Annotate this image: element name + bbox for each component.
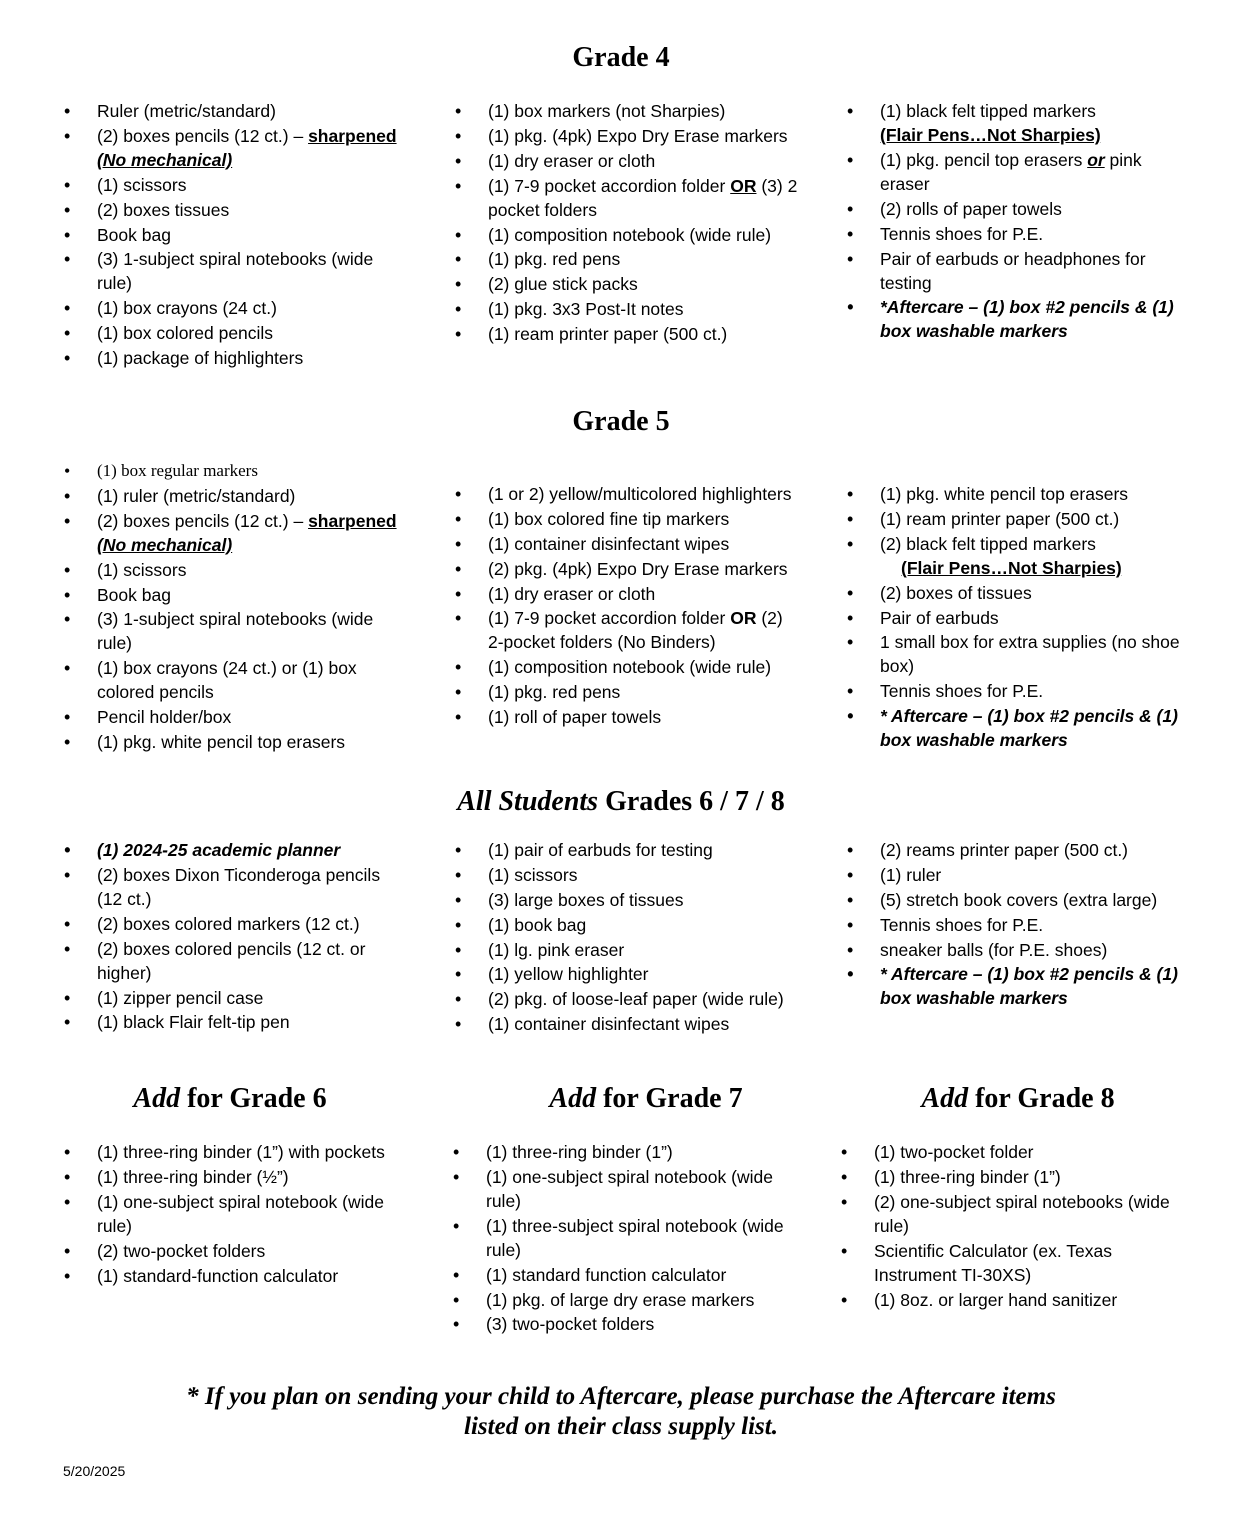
add-grade-8-heading: Add for Grade 8 <box>921 1083 1115 1114</box>
list-item: • (3) large boxes of tissues <box>488 888 803 912</box>
list-item: • (1) pkg. red pens <box>488 247 803 271</box>
list-item: • (2) boxes tissues <box>97 198 407 222</box>
list-item: • (1) black Flair felt-tip pen <box>97 1010 407 1034</box>
list-item: • Ruler (metric/standard) <box>97 99 407 123</box>
grade-5-list-col2 <box>488 482 803 730</box>
list-item: • *Aftercare – (1) box #2 pencils & (1) box washable markers <box>880 295 1185 343</box>
list-item: • (1) standard-function calculator <box>97 1264 407 1288</box>
list-item: • sneaker balls (for P.E. shoes) <box>880 938 1190 962</box>
list-item: • (1) container disinfectant wipes <box>488 1012 803 1036</box>
list-item: • (1) ruler (metric/standard) <box>97 484 407 508</box>
list-item: • (1) container disinfectant wipes <box>488 532 803 556</box>
list-item: • (1) pkg. (4pk) Expo Dry Erase markers <box>488 124 803 148</box>
list-item: • (1) box markers (not Sharpies) <box>488 99 803 123</box>
list-item: • (1) pkg. pencil top erasers or pink eraser <box>880 148 1185 196</box>
add-grade-7-heading: Add for Grade 7 <box>549 1083 743 1114</box>
all-students-list-col1 <box>97 838 407 1035</box>
list-item: • (2) one-subject spiral notebooks (wide rule) <box>874 1190 1194 1238</box>
add-grade-6-heading: Add for Grade 6 <box>133 1083 327 1114</box>
grade-4-heading: Grade 4 <box>572 42 670 73</box>
list-item: • (1) pkg. of large dry erase markers <box>486 1288 806 1312</box>
add-grade-8-list <box>874 1140 1194 1312</box>
list-item: • Book bag <box>97 583 407 607</box>
list-item: • Tennis shoes for P.E. <box>880 679 1190 703</box>
list-item: • (1) one-subject spiral notebook (wide rule) <box>97 1190 407 1238</box>
document-date: 5/20/2025 <box>63 1463 126 1479</box>
footer-line-1: * If you plan on sending your child to Aftercare, please purchase the Aftercare items <box>186 1383 1056 1410</box>
list-item: • (1) three-ring binder (1”) <box>874 1165 1194 1189</box>
list-item: • (2) glue stick packs <box>488 272 803 296</box>
list-item: • (2) boxes colored pencils (12 ct. or higher) <box>97 937 407 985</box>
list-item: • (1) lg. pink eraser <box>488 938 803 962</box>
list-item: • Pencil holder/box <box>97 705 407 729</box>
list-item: • (3) two-pocket folders <box>486 1312 806 1336</box>
list-item: • (1) ream printer paper (500 ct.) <box>488 322 803 346</box>
list-item: • (1) three-ring binder (½”) <box>97 1165 407 1189</box>
list-item: • (1) pkg. red pens <box>488 680 803 704</box>
all-students-list-col3 <box>880 838 1190 1011</box>
list-item: • (1) 8oz. or larger hand sanitizer <box>874 1288 1194 1312</box>
list-item: • (1) zipper pencil case <box>97 986 407 1010</box>
list-item: • (1) dry eraser or cloth <box>488 149 803 173</box>
footer-line-2: listed on their class supply list. <box>464 1413 778 1440</box>
list-item: • (1) roll of paper towels <box>488 705 803 729</box>
list-item: • (1) box regular markers <box>97 459 407 483</box>
list-item: • (1) ream printer paper (500 ct.) <box>880 507 1190 531</box>
list-item: • * Aftercare – (1) box #2 pencils & (1) box washable markers <box>880 704 1190 752</box>
grade-5-list-col3 <box>880 482 1190 753</box>
list-item: • (2) rolls of paper towels <box>880 197 1185 221</box>
list-item: • (2) boxes colored markers (12 ct.) <box>97 912 407 936</box>
list-item: • (1 or 2) yellow/multicolored highlighters <box>488 482 803 506</box>
grade-5-heading: Grade 5 <box>572 406 670 437</box>
list-item: • Tennis shoes for P.E. <box>880 222 1185 246</box>
all-students-list-col2 <box>488 838 803 1037</box>
list-item: • Book bag <box>97 223 407 247</box>
list-item: • (1) pkg. white pencil top erasers <box>97 730 407 754</box>
list-item: • (5) stretch book covers (extra large) <box>880 888 1190 912</box>
grade-5-list-col1 <box>97 459 407 755</box>
list-item: • (1) three-subject spiral notebook (wide rule) <box>486 1214 806 1262</box>
list-item: • (1) book bag <box>488 913 803 937</box>
list-item: • Tennis shoes for P.E. <box>880 913 1190 937</box>
list-item: • (1) standard function calculator <box>486 1263 806 1287</box>
list-item: • (1) black felt tipped markers (Flair Pens…Not Sharpies) <box>880 99 1185 147</box>
list-item: • (1) three-ring binder (1”) <box>486 1140 806 1164</box>
list-item: • (1) 7-9 pocket accordion folder OR (3) 2 pocket folders <box>488 174 803 222</box>
list-item: • (1) ruler <box>880 863 1190 887</box>
grade-4-list-col1 <box>97 99 407 371</box>
list-item: • (1) scissors <box>97 173 407 197</box>
list-item: • (1) 7-9 pocket accordion folder OR (2) 2-pocket folders (No Binders) <box>488 606 803 654</box>
list-item: • (1) box crayons (24 ct.) or (1) box colored pencils <box>97 656 407 704</box>
aftercare-footer-note <box>0 1382 1242 1442</box>
list-item: • (1) scissors <box>488 863 803 887</box>
list-item: • (1) three-ring binder (1”) with pockets <box>97 1140 407 1164</box>
list-item: • (1) pkg. 3x3 Post-It notes <box>488 297 803 321</box>
list-item: • (3) 1-subject spiral notebooks (wide rule) <box>97 247 407 295</box>
list-item: • (2) boxes of tissues <box>880 581 1190 605</box>
list-item: • (1) box colored pencils <box>97 321 407 345</box>
grade-4-list-col3 <box>880 99 1185 344</box>
list-item: • Pair of earbuds <box>880 606 1190 630</box>
list-item: • (1) composition notebook (wide rule) <box>488 655 803 679</box>
list-item: • (2) reams printer paper (500 ct.) <box>880 838 1190 862</box>
list-item: • Scientific Calculator (ex. Texas Instrument TI-30XS) <box>874 1239 1194 1287</box>
list-item: • (2) boxes pencils (12 ct.) – sharpened (No mechanical) <box>97 509 407 557</box>
list-item: • (1) composition notebook (wide rule) <box>488 223 803 247</box>
add-grade-7-list <box>486 1140 806 1337</box>
list-item: • 1 small box for extra supplies (no shoe box) <box>880 630 1190 678</box>
add-grade-6-list <box>97 1140 407 1288</box>
list-item: • (1) two-pocket folder <box>874 1140 1194 1164</box>
list-item: • (1) pkg. white pencil top erasers <box>880 482 1190 506</box>
list-item: • (1) package of highlighters <box>97 346 407 370</box>
list-item: • (1) pair of earbuds for testing <box>488 838 803 862</box>
list-item: • (2) boxes Dixon Ticonderoga pencils (12 ct.) <box>97 863 407 911</box>
list-item: • (3) 1-subject spiral notebooks (wide rule) <box>97 607 407 655</box>
list-item: • (1) 2024-25 academic planner <box>97 838 407 862</box>
all-students-heading: All Students Grades 6 / 7 / 8 <box>457 786 785 817</box>
list-item: • (1) one-subject spiral notebook (wide rule) <box>486 1165 806 1213</box>
list-item: • (2) pkg. (4pk) Expo Dry Erase markers <box>488 557 803 581</box>
list-item: • (2) two-pocket folders <box>97 1239 407 1263</box>
grade-4-list-col2 <box>488 99 803 347</box>
list-item: • * Aftercare – (1) box #2 pencils & (1) box washable markers <box>880 962 1190 1010</box>
list-item: • (1) box crayons (24 ct.) <box>97 296 407 320</box>
list-item: • (2) boxes pencils (12 ct.) – sharpened (No mechanical) <box>97 124 407 172</box>
list-item: • (1) scissors <box>97 558 407 582</box>
list-item: • (1) dry eraser or cloth <box>488 582 803 606</box>
list-item: • (2) pkg. of loose-leaf paper (wide rule) <box>488 987 803 1011</box>
list-item: • (1) box colored fine tip markers <box>488 507 803 531</box>
list-item: • (1) yellow highlighter <box>488 962 803 986</box>
list-item: • Pair of earbuds or headphones for testing <box>880 247 1185 295</box>
list-item: • (2) black felt tipped markers (Flair Pens…Not Sharpies) <box>880 532 1190 580</box>
